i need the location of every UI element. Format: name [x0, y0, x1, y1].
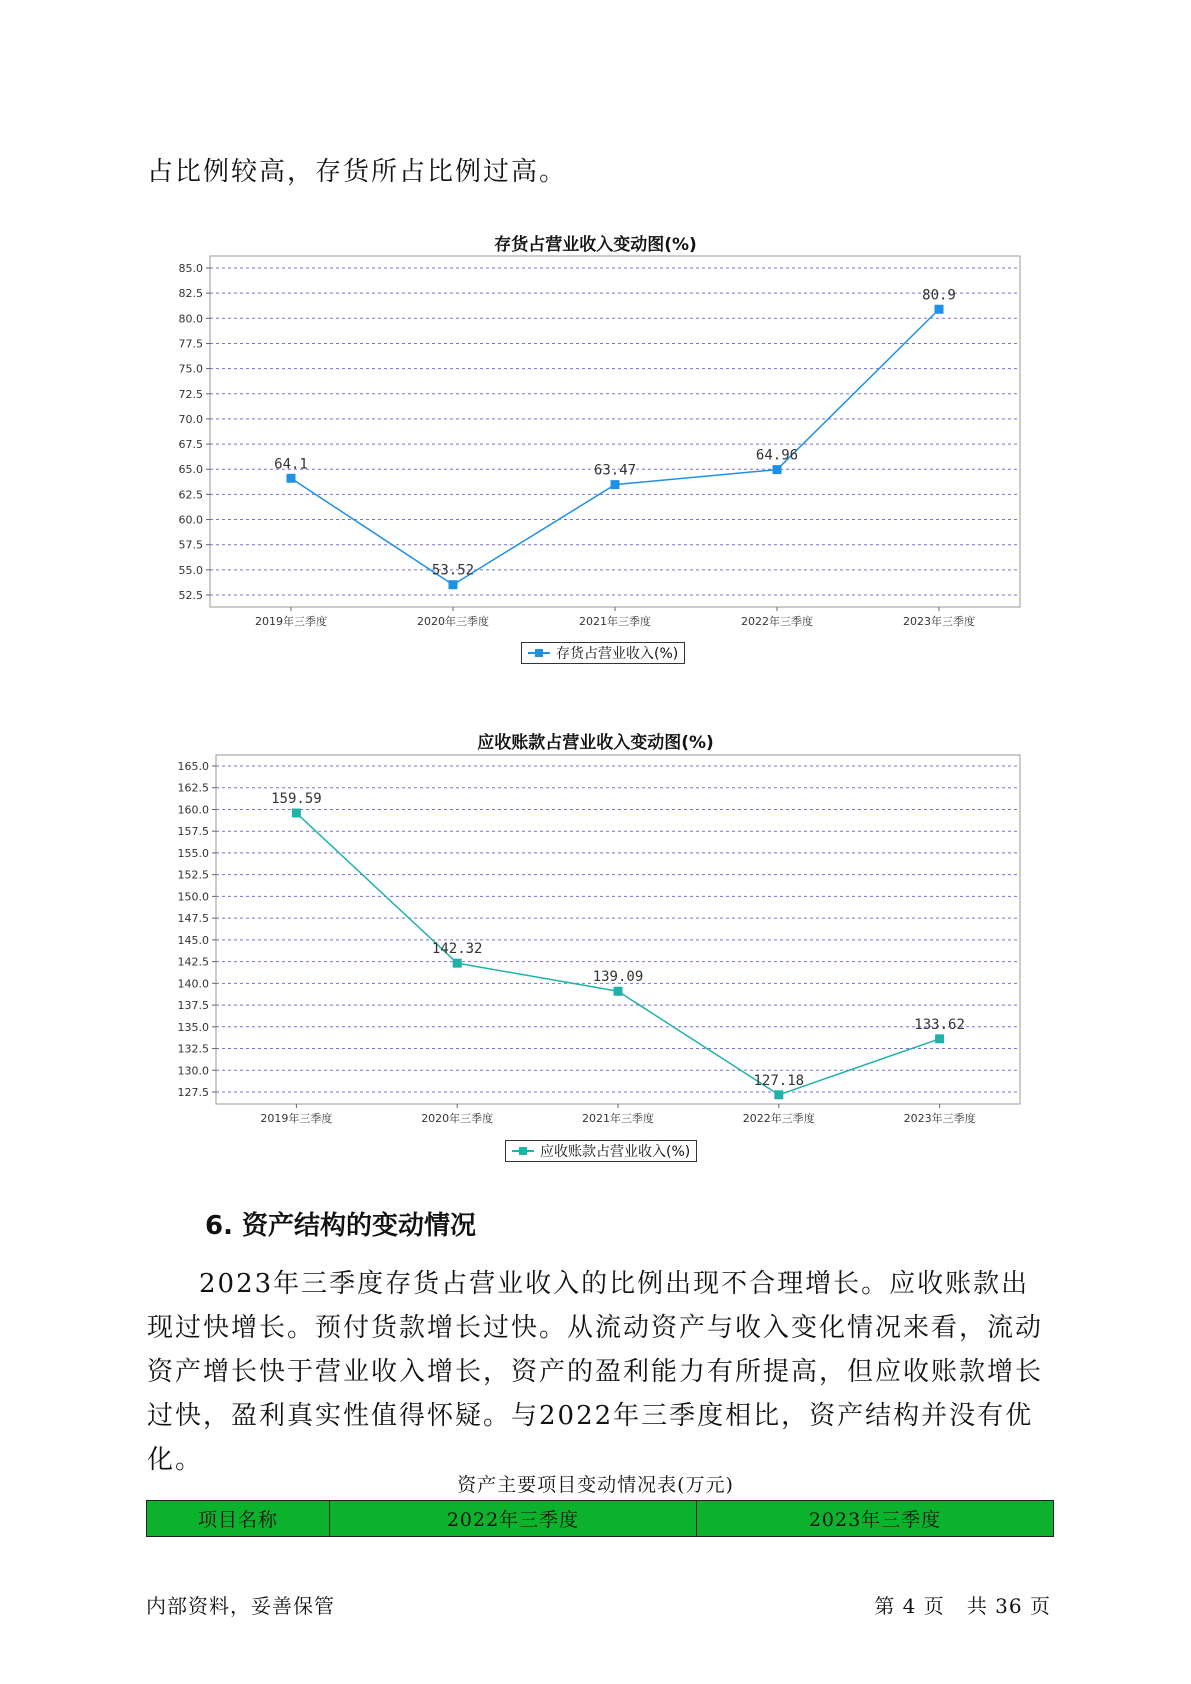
y-tick-label: 130.0 — [177, 1064, 209, 1078]
chart1-legend-label: 存货占营业收入(%) — [556, 646, 679, 662]
data-label: 139.09 — [592, 969, 644, 986]
footer-confidential: 内部资料，妥善保管 — [146, 1594, 335, 1618]
y-tick-label: 150.0 — [177, 890, 209, 904]
data-point — [614, 987, 623, 996]
data-point — [453, 959, 462, 968]
chart2-legend-label: 应收账款占营业收入(%) — [540, 1144, 691, 1160]
y-tick-label: 80.0 — [178, 312, 203, 326]
data-point — [935, 305, 944, 314]
data-point — [287, 474, 296, 483]
y-tick-label: 140.0 — [177, 977, 209, 991]
y-tick-label: 62.5 — [178, 488, 203, 502]
data-label: 80.9 — [922, 287, 956, 304]
y-tick-label: 75.0 — [178, 362, 203, 376]
y-tick-label: 157.5 — [177, 825, 209, 839]
plot-area — [216, 755, 1020, 1104]
y-tick-label: 160.0 — [177, 803, 209, 817]
y-tick-label: 72.5 — [178, 387, 203, 401]
y-tick-label: 135.0 — [177, 1020, 209, 1034]
chart2-legend — [505, 1140, 697, 1162]
data-label: 159.59 — [271, 791, 322, 808]
data-label: 63.47 — [593, 462, 637, 479]
y-tick-label: 67.5 — [178, 438, 203, 452]
y-tick-label: 162.5 — [177, 781, 209, 795]
y-tick-label: 137.5 — [177, 999, 209, 1013]
data-label: 64.1 — [274, 456, 308, 473]
section-paragraph — [147, 1262, 1047, 1482]
section-line-2: 过快增长。预付货款增长过快。从流动资产与收入变化情况来看，流动资 — [147, 1313, 1044, 1387]
y-tick-label: 165.0 — [177, 760, 209, 773]
chart2-title: 应收账款占营业收入变动图(%) — [477, 733, 714, 753]
y-tick-label: 145.0 — [177, 933, 209, 947]
y-tick-label: 142.5 — [177, 955, 209, 969]
chart1-legend — [521, 642, 685, 664]
y-tick-label: 52.5 — [178, 589, 203, 602]
data-label: 133.62 — [914, 1016, 965, 1033]
section-line-1: 2023年三季度存货占营业收入的比例出现不合理增长。应收账款出现 — [147, 1269, 1030, 1343]
y-tick-label: 85.0 — [178, 262, 203, 275]
data-point — [774, 1090, 783, 1099]
footer-page-number: 第 4 页 共 36 页 — [874, 1594, 1051, 1618]
data-label: 64.96 — [755, 447, 799, 464]
intro-text: 占比例较高，存货所占比例过高。 — [147, 157, 568, 187]
legend-marker-icon — [528, 648, 550, 658]
y-tick-label: 60.0 — [178, 513, 203, 527]
x-tick-label: 2021年三季度 — [579, 615, 651, 628]
data-point — [292, 809, 301, 818]
x-tick-label: 2019年三季度 — [255, 615, 327, 628]
y-tick-label: 55.0 — [178, 563, 203, 577]
x-tick-label: 2020年三季度 — [417, 615, 489, 628]
table-caption: 资产主要项目变动情况表(万元) — [457, 1474, 734, 1496]
col-2023-q3: 2023年三季度 — [697, 1501, 1054, 1537]
x-tick-label: 2022年三季度 — [742, 1112, 815, 1125]
plot-area — [210, 256, 1020, 607]
y-tick-label: 65.0 — [178, 463, 203, 477]
receivables-ratio-chart — [0, 748, 1191, 1125]
section-line-3: 产增长快于营业收入增长，资产的盈利能力有所提高，但应收账款增长过 — [147, 1357, 1044, 1431]
section-heading: 6. 资产结构的变动情况 — [205, 1211, 477, 1241]
y-tick-label: 77.5 — [178, 337, 203, 351]
x-tick-label: 2023年三季度 — [903, 1112, 976, 1125]
legend-marker-icon — [512, 1146, 534, 1156]
x-tick-label: 2021年三季度 — [582, 1112, 654, 1125]
data-point — [611, 480, 620, 489]
asset-table — [146, 1500, 1054, 1537]
data-label: 142.32 — [431, 941, 483, 958]
inventory-ratio-chart — [0, 250, 1191, 628]
y-tick-label: 132.5 — [177, 1042, 209, 1056]
data-label: 127.18 — [753, 1072, 805, 1089]
y-tick-label: 127.5 — [177, 1086, 209, 1099]
table-header-row — [147, 1501, 1054, 1537]
x-tick-label: 2020年三季度 — [421, 1112, 494, 1125]
col-item-name: 项目名称 — [147, 1501, 330, 1537]
x-tick-label: 2023年三季度 — [903, 615, 975, 628]
x-tick-label: 2022年三季度 — [741, 615, 813, 628]
y-tick-label: 155.0 — [177, 846, 209, 860]
data-point — [449, 580, 458, 589]
data-label: 53.52 — [431, 562, 475, 579]
data-point — [935, 1034, 944, 1043]
chart1-title: 存货占营业收入变动图(%) — [494, 235, 697, 255]
y-tick-label: 70.0 — [178, 412, 203, 426]
data-point — [773, 465, 782, 474]
col-2022-q3: 2022年三季度 — [330, 1501, 697, 1537]
section-line-4: 快，盈利真实性值得怀疑。与2022年三季度相比，资产结构并没有优化。 — [147, 1401, 1034, 1475]
y-tick-label: 82.5 — [178, 287, 203, 301]
y-tick-label: 147.5 — [177, 912, 209, 926]
y-tick-label: 152.5 — [177, 868, 209, 882]
x-tick-label: 2019年三季度 — [260, 1112, 333, 1125]
y-tick-label: 57.5 — [178, 538, 203, 552]
